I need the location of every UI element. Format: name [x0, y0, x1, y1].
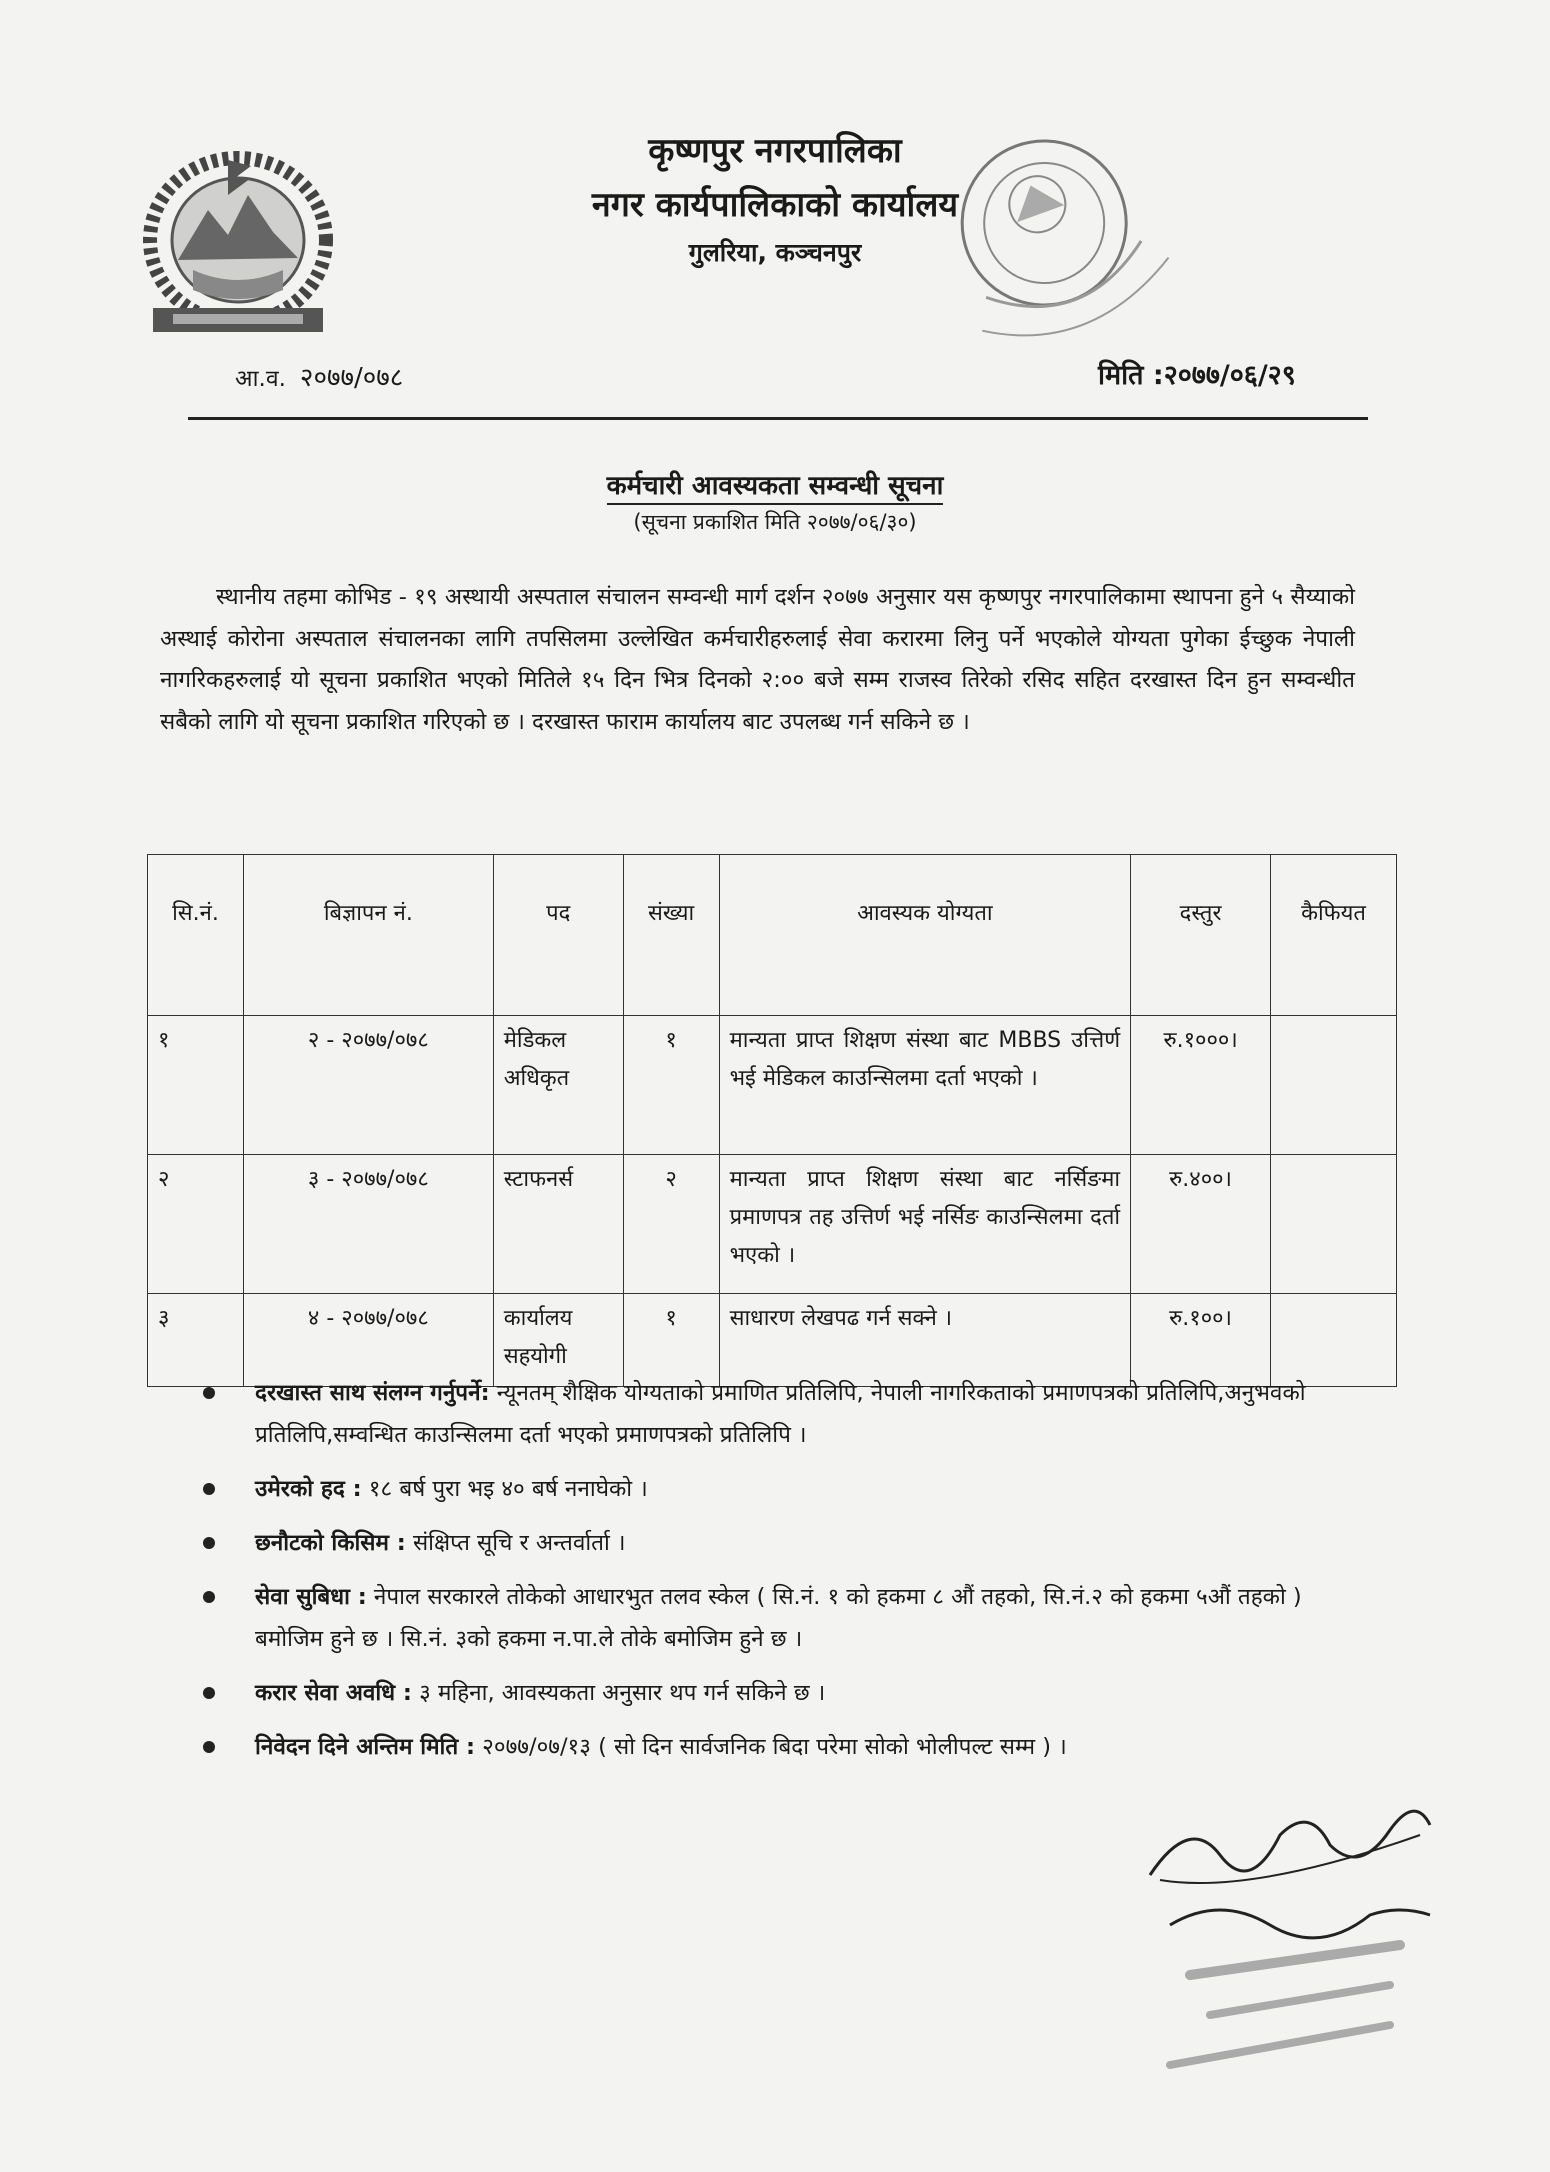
col-header-serial: सि.नं.: [148, 855, 244, 1016]
fiscal-year: [235, 358, 403, 394]
condition-label: सेवा सुबिधा :: [255, 1584, 367, 1610]
list-item: [203, 1372, 1353, 1456]
condition-label: निवेदन दिने अन्तिम मिति :: [255, 1734, 476, 1760]
table-header-row: [148, 855, 1397, 1016]
condition-text: न्यूनतम् शैक्षिक योग्यताको प्रमाणित प्रतिलिपि, नेपाली नागरिकताको प्रमाणपत्रको प्रतिलिपि,अनुभवको प्रतिलिपि,सम्वन्धित काउन्सिलमा दर्ता भएको प्रमाणपत्रको प्रतिलिपि ।: [255, 1380, 1306, 1448]
office-name: नगर कार्यपालिकाको कार्यालय: [591, 185, 959, 225]
cell-ad-number: २ - २०७७/०७८: [243, 1016, 493, 1155]
cell-qualification: मान्यता प्राप्त शिक्षण संस्था बाट MBBS उत्तिर्ण भई मेडिकल काउन्सिलमा दर्ता भएको ।: [719, 1016, 1131, 1155]
notice-subtitle: (सूचना प्रकाशित मिति २०७७/०६/३०): [633, 510, 917, 534]
bullet-icon: [203, 1741, 215, 1753]
condition-text: १८ बर्ष पुरा भइ ४० बर्ष ननाघेको ।: [361, 1476, 648, 1502]
cell-count: १: [623, 1294, 719, 1387]
fiscal-year-label: आ.व.: [235, 366, 286, 392]
cell-ad-number: ३ - २०७७/०७८: [243, 1155, 493, 1294]
condition-label: करार सेवा अवधि :: [255, 1680, 412, 1706]
condition-label: दरखास्त साथ संलग्न गर्नुपर्ने:: [255, 1380, 490, 1406]
notice-conditions-list: [203, 1372, 1353, 1780]
header-divider: [188, 417, 1368, 420]
cell-post: मेडिकल अधिकृत: [493, 1016, 623, 1155]
col-header-post: पद: [493, 855, 623, 1016]
list-item: [203, 1672, 1353, 1714]
cell-serial: ३: [148, 1294, 244, 1387]
col-header-fee: दस्तुर: [1131, 855, 1271, 1016]
cell-count: २: [623, 1155, 719, 1294]
condition-text: संक्षिप्त सूचि र अन्तर्वार्ता ।: [405, 1530, 626, 1556]
signature-stamp-icon: [1130, 1775, 1460, 2105]
bullet-icon: [203, 1483, 215, 1495]
cell-serial: २: [148, 1155, 244, 1294]
list-item: [203, 1726, 1353, 1768]
office-address: गुलरिया, कञ्चनपुर: [688, 238, 862, 267]
col-header-ad-number: बिज्ञापन नं.: [243, 855, 493, 1016]
notice-body: स्थानीय तहमा कोभिड - १९ अस्थायी अस्पताल संचालन सम्वन्धी मार्ग दर्शन २०७७ अनुसार यस कृष्णपुर नगरपालिकामा स्थापना हुने ५ सैय्याको अस्थाई कोरोना अस्पताल संचालनका लागि तपसिलमा उल्लेखित कर्मचारीहरुलाई सेवा करारमा लिनु पर्ने भएकोले योग्यता पुगेका ईच्छुक नेपाली नागरिकहरुलाई यो सूचना प्रकाशित भएको मितिले १५ दिन भित्र दिनको २:०० बजे सम्म राजस्व तिरेको रसिद सहित दरखास्त दिन हुन सम्वन्धीत सबैको लागि यो सूचना प्रकाशित गरिएको छ । दरखास्त फाराम कार्यालय बाट उपलब्ध गर्न सकिने छ ।: [160, 584, 1355, 735]
issue-date: मिति :२०७७/०६/२९: [1098, 360, 1296, 391]
notice-title: कर्मचारी आवस्यकता सम्वन्धी सूचना: [0, 466, 1550, 502]
vacancy-table: [147, 854, 1397, 1387]
bullet-icon: [203, 1537, 215, 1549]
cell-post: स्टाफनर्स: [493, 1155, 623, 1294]
cell-qualification: मान्यता प्राप्त शिक्षण संस्था बाट नर्सिङमा प्रमाणपत्र तह उत्तिर्ण भई नर्सिङ काउन्सिलमा दर्ता भएको ।: [719, 1155, 1131, 1294]
cell-serial: १: [148, 1016, 244, 1155]
cell-remarks: [1271, 1155, 1397, 1294]
col-header-count: संख्या: [623, 855, 719, 1016]
condition-label: उमेरको हद :: [255, 1476, 362, 1502]
cell-remarks: [1271, 1016, 1397, 1155]
list-item: [203, 1522, 1353, 1564]
cell-fee: रु.१०००।: [1131, 1016, 1271, 1155]
bullet-icon: [203, 1687, 215, 1699]
condition-text: नेपाल सरकारले तोकेको आधारभुत तलव स्केल ( सि.नं. १ को हकमा ८ औं तहको, सि.नं.२ को हकमा ५औं तहको ) बमोजिम हुने छ । सि.नं. ३को हकमा न.पा.ले तोके बमोजिम हुने छ ।: [255, 1584, 1302, 1652]
table-row: [148, 1016, 1397, 1155]
cell-qualification: साधारण लेखपढ गर्न सक्ने ।: [719, 1294, 1131, 1387]
cell-ad-number: ४ - २०७७/०७८: [243, 1294, 493, 1387]
bullet-icon: [203, 1591, 215, 1603]
table-row: [148, 1155, 1397, 1294]
municipality-name: कृष्णपुर नगरपालिका: [648, 131, 902, 171]
col-header-remarks: कैफियत: [1271, 855, 1397, 1016]
condition-label: छनौटको किसिम :: [255, 1530, 406, 1556]
condition-text: ३ महिना, आवस्यकता अनुसार थप गर्न सकिने छ ।: [411, 1680, 826, 1706]
cell-fee: रु.१००।: [1131, 1294, 1271, 1387]
cell-post: कार्यालय सहयोगी: [493, 1294, 623, 1387]
fiscal-year-value: २०७७/०७८: [299, 363, 404, 393]
list-item: [203, 1576, 1353, 1660]
col-header-qualification: आवस्यक योग्यता: [719, 855, 1131, 1016]
condition-text: २०७७/०७/१३ ( सो दिन सार्वजनिक बिदा परेमा सोको भोलीपल्ट सम्म ) ।: [475, 1734, 1067, 1760]
list-item: [203, 1468, 1353, 1510]
cell-count: १: [623, 1016, 719, 1155]
cell-fee: रु.४००।: [1131, 1155, 1271, 1294]
bullet-icon: [203, 1387, 215, 1399]
